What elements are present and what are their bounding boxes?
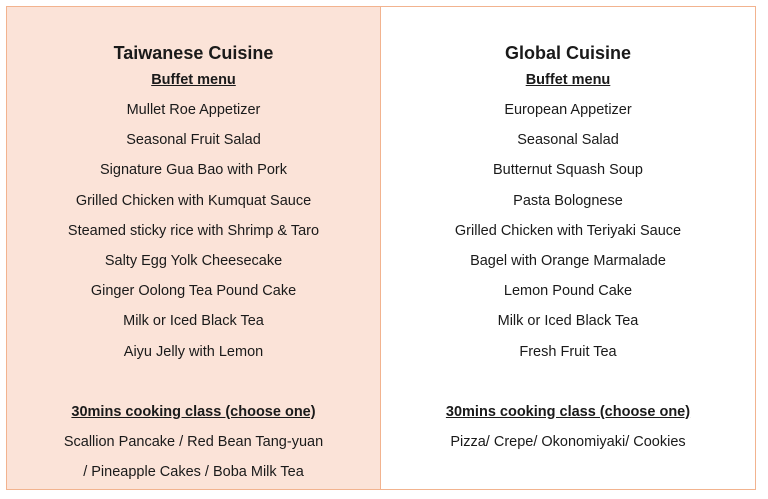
global-cooking-class-heading: 30mins cooking class (choose one)	[445, 403, 691, 420]
taiwanese-buffet-item: Grilled Chicken with Kumquat Sauce	[75, 192, 312, 209]
global-buffet-item: European Appetizer	[504, 102, 632, 118]
taiwanese-buffet-item: Mullet Roe Appetizer	[126, 102, 261, 118]
section-spacer	[7, 367, 380, 397]
global-buffet-item: Bagel with Orange Marmalade	[470, 252, 666, 269]
taiwanese-buffet-item: Milk or Iced Black Tea	[123, 313, 264, 330]
taiwanese-buffet-item: Seasonal Fruit Salad	[126, 132, 261, 149]
taiwanese-cuisine-title: Taiwanese Cuisine	[113, 43, 274, 63]
taiwanese-buffet-item: Signature Gua Bao with Pork	[100, 162, 287, 179]
global-buffet-item: Butternut Squash Soup	[493, 162, 643, 179]
global-buffet-item: Milk or Iced Black Tea	[497, 313, 639, 330]
menu-table	[6, 6, 756, 490]
global-buffet-item: Lemon Pound Cake	[503, 283, 633, 300]
section-spacer	[381, 367, 755, 397]
global-buffet-heading: Buffet menu	[525, 72, 611, 88]
global-cuisine-title: Global Cuisine	[504, 43, 632, 63]
taiwanese-cooking-class-heading: 30mins cooking class (choose one)	[71, 403, 316, 420]
taiwanese-buffet-heading: Buffet menu	[151, 72, 236, 88]
taiwanese-buffet-item: Salty Egg Yolk Cheesecake	[104, 252, 283, 269]
taiwanese-cooking-class-item: / Pineapple Cakes / Boba Milk Tea	[83, 464, 304, 481]
global-cooking-class-item: Pizza/ Crepe/ Okonomiyaki/ Cookies	[450, 433, 686, 450]
taiwanese-cooking-class-item: Scallion Pancake / Red Bean Tang-yuan	[63, 433, 324, 450]
global-buffet-item: Fresh Fruit Tea	[519, 343, 617, 360]
global-buffet-item: Pasta Bolognese	[513, 192, 623, 209]
taiwanese-cuisine-column	[7, 7, 381, 489]
global-buffet-item: Grilled Chicken with Teriyaki Sauce	[454, 222, 682, 239]
taiwanese-buffet-item: Aiyu Jelly with Lemon	[123, 343, 264, 360]
taiwanese-buffet-item: Steamed sticky rice with Shrimp & Taro	[67, 222, 320, 239]
taiwanese-buffet-item: Ginger Oolong Tea Pound Cake	[90, 283, 297, 300]
global-cuisine-column	[381, 7, 755, 489]
global-buffet-item: Seasonal Salad	[517, 132, 619, 149]
